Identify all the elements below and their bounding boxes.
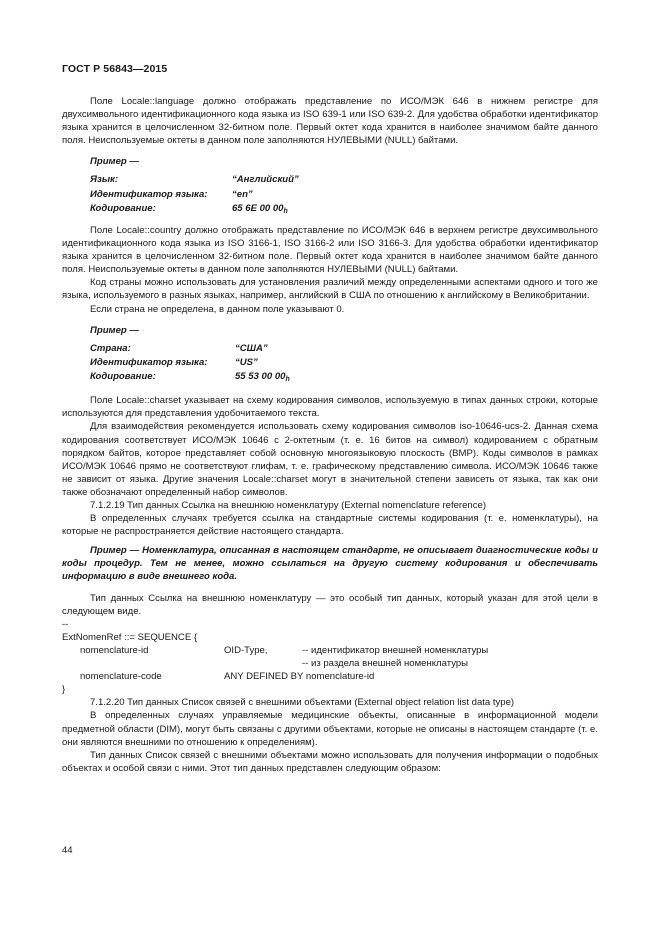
code-text: ExtNomenRef ::= SEQUENCE { [62, 631, 198, 643]
code-field-type: OID-Type, [224, 644, 268, 656]
code-field-name: nomenclature-id [80, 644, 149, 656]
example-title: Пример — [90, 324, 139, 336]
example-row [90, 202, 598, 216]
example-key: Идентификатор языка: [90, 356, 208, 368]
page-number: 44 [62, 845, 73, 856]
paragraph-extnomen-type: Тип данных Ссылка на внешнюю номенклатуру — это особый тип данных, который указан для этой цели в следующем виде. [62, 592, 598, 617]
example-row [90, 356, 598, 370]
paragraph-charset: Поле Locale::charset указывает на схему кодирования символов, используемую в типах данных строки, которые используются для представления удобочитаемого текста. [62, 395, 598, 420]
paragraph-country-undefined: Если страна не определена, в данном поле указывают 0. [90, 303, 345, 315]
example-key: Язык: [90, 174, 119, 186]
paragraph-external-nomenclature: В определенных случаях требуется ссылка на стандартные системы кодирования (т. е. номенклатуры), на которые не распространяется действие настоящего стандарта. [62, 513, 598, 538]
code-line [62, 657, 598, 670]
document-body [62, 95, 598, 775]
example-value: “US” [235, 356, 258, 368]
example-row [90, 188, 598, 202]
document-header: ГОСТ Р 56843—2015 [62, 63, 168, 75]
paragraph-country-code: Код страны можно использовать для установления различий между определенными аспектами одного и того же языка, используемого в разных языках, например, английский в США по отношению к английскому в Великобритании. [62, 277, 598, 302]
example-value [235, 370, 290, 384]
code-line [62, 644, 598, 657]
code-line [62, 670, 598, 683]
section-heading-7-1-2-20: 7.1.2.20 Тип данных Список связей с внешними объектами (External object relation list data type) [90, 697, 515, 709]
code-line [62, 631, 598, 644]
example-key: Идентификатор языка: [90, 188, 208, 200]
code-text: -- [62, 618, 69, 630]
paragraph-external-objects-type: Тип данных Список связей с внешними объектами можно использовать для получения информации о подобных объектах и особой связи с ними. Этот тип данных представлен следующим образом: [62, 749, 598, 774]
code-line [62, 683, 598, 696]
paragraph-country: Поле Locale::country должно отображать представление по ИСО/МЭК 646 в верхнем регистре двухсимвольного идентификационного кода языка из ISO 3166-1, ISO 3166-2 или ISO 3166-3. Для удобства обработки идентификатор языка хранится в целочисленном 32-битном поле. Первый октет кода хранится в наиболее значимом байте данного поля. Неиспользуемые октеты в данном поле заполняются НУЛЕВЫМИ (NULL) байтами. [62, 224, 598, 276]
example-country [90, 324, 598, 385]
code-line [62, 618, 598, 631]
example-row [90, 342, 598, 356]
example-value: “Английский” [232, 174, 299, 186]
example-key: Кодирование: [90, 371, 156, 383]
code-comment: -- из раздела внешней номенклатуры [302, 658, 469, 670]
note-text: Пример — Номенклатура, описанная в настоящем стандарте, не описывает диагностические коды и коды процедур. Тем не менее, можно ссылаться на другую систему кодирования и обеспечивать информацию в виде внешнего кода. [62, 545, 598, 583]
example-key: Кодирование: [90, 202, 156, 214]
code-comment: -- идентификатор внешней номенклатуры [302, 644, 489, 656]
example-row [90, 173, 598, 187]
example-note [62, 544, 598, 583]
hex-subscript: h [285, 376, 290, 384]
paragraph-language: Поле Locale::language должно отображать представление по ИСО/МЭК 646 в нижнем регистре для двухсимвольного идентификационного кода языка из ISO 639-1 или ISO 639-2. Для удобства обработки идентификатор языка хранится в целочисленном 32-битном поле. Первый октет кода хранится в наиболее значимом байте данного поля. Неиспользуемые октеты в данном поле заполняются НУЛЕВЫМИ (NULL) байтами. [62, 96, 598, 147]
code-block [62, 618, 598, 697]
code-field-type: ANY DEFINED BY nomenclature-id [224, 671, 375, 683]
example-value: “en” [232, 188, 253, 200]
code-text: } [62, 684, 66, 696]
example-title: Пример — [90, 156, 139, 168]
example-key: Страна: [90, 342, 131, 354]
encoding-value: 65 6E 00 00 [232, 202, 284, 214]
hex-subscript: h [283, 207, 288, 215]
code-field-name: nomenclature-code [80, 671, 162, 683]
example-value: “США” [235, 342, 268, 354]
example-row [90, 370, 598, 384]
example-language [90, 155, 598, 216]
section-heading-7-1-2-19: 7.1.2.19 Тип данных Ссылка на внешнюю номенклатуру (External nomenclature reference) [90, 500, 486, 511]
paragraph-charset-recommend: Для взаимодействия рекомендуется использовать схему кодирования символов iso-10646-ucs-2. Данная схема кодирования соответствует ИСО/МЭК 10646 с 2-октетным (т. е. 16 битов на символ) кодированием с обратным порядком байтов, которое представляет собой основную многоязыковую плоскость (BMP). Коды символов в рамках ИСО/МЭК 10646 прямо не соответствуют глифам, т. е. графическому представлению символа. ИСО/МЭК 10646 также не зависит от языка. Другие значения Locale::charset могут в значительной степени зависеть от языка, так как они также обозначают определенный набор символов. [62, 421, 598, 498]
encoding-value: 55 53 00 00 [235, 371, 286, 383]
example-value [232, 202, 288, 216]
paragraph-external-objects: В определенных случаях управляемые медицинские объекты, описанные в информационной модели предметной области (DIM), могут быть связаны с другими объектами, которые не описаны в настоящем стандарте (т. е. они являются внешними по отношению к определениям). [62, 710, 598, 748]
